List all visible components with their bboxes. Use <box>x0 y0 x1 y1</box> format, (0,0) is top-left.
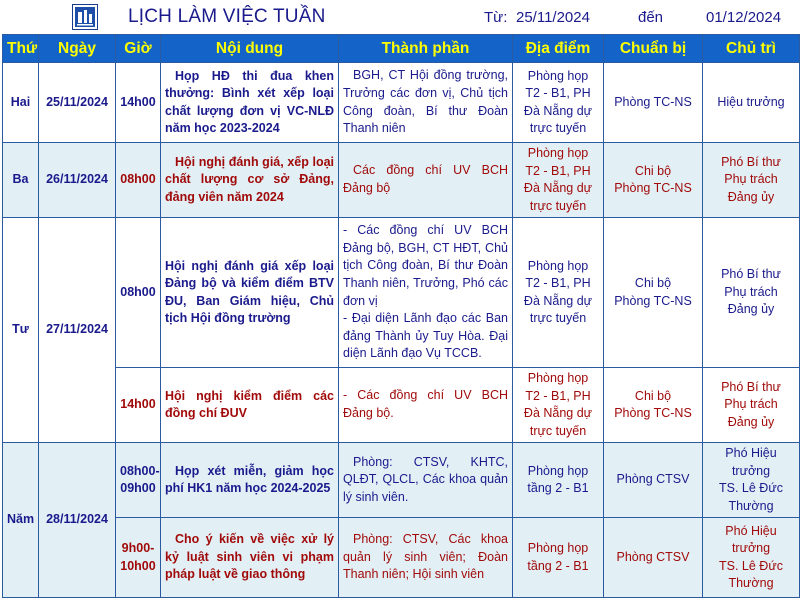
to-label: đến <box>638 9 664 26</box>
from-date: 25/11/2024 <box>516 9 590 26</box>
table-row <box>3 368 800 443</box>
from-label: Từ: <box>484 9 508 26</box>
event-participants: Phòng: CTSV, KHTC, QLĐT, QLCL, Các khoa quản lý sinh viên. <box>339 443 513 518</box>
event-location: Phòng họp T2 - B1, PH Đà Nẵng dự trực tuyến <box>513 368 604 443</box>
column-header-thu: Thứ <box>3 35 39 63</box>
event-participants: - Các đồng chí UV BCH Đảng bộ. <box>339 368 513 443</box>
event-content: Hội nghị đánh giá xếp loại Đảng bộ và kiểm điểm BTV ĐU, Ban Giám hiệu, Chủ tịch Hội đồng trường <box>161 218 339 368</box>
column-header-dia-diem: Địa điểm <box>513 35 604 63</box>
event-location: Phòng họp tầng 2 - B1 <box>513 518 604 598</box>
schedule-header <box>0 0 800 34</box>
event-participants: BGH, CT Hội đồng trường, Trưởng các đơn vị, Chủ tịch Công đoàn, Bí thư Đoàn Thanh niên <box>339 63 513 143</box>
to-date: 01/12/2024 <box>706 9 782 26</box>
event-chair: Phó Hiệu trưởng TS. Lê Đức Thường <box>703 518 800 598</box>
page-title: LỊCH LÀM VIỆC TUẦN <box>128 6 326 27</box>
event-location: Phòng họp T2 - B1, PH Đà Nẵng dự trực tuyến <box>513 63 604 143</box>
table-row <box>3 443 800 518</box>
day-name: Ba <box>3 143 39 218</box>
event-preparation: Chi bộ Phòng TC-NS <box>604 218 703 368</box>
day-date: 28/11/2024 <box>39 443 116 598</box>
day-name: Hai <box>3 63 39 143</box>
table-row <box>3 143 800 218</box>
event-preparation: Chi bộ Phòng TC-NS <box>604 368 703 443</box>
column-header-thanh-phan: Thành phần <box>339 35 513 63</box>
event-preparation: Phòng TC-NS <box>604 63 703 143</box>
event-location: Phòng họp T2 - B1, PH Đà Nẵng dự trực tuyến <box>513 218 604 368</box>
day-date: 26/11/2024 <box>39 143 116 218</box>
event-location: Phòng họp tầng 2 - B1 <box>513 443 604 518</box>
event-preparation: Phòng CTSV <box>604 518 703 598</box>
event-location: Phòng họp T2 - B1, PH Đà Nẵng dự trực tuyến <box>513 143 604 218</box>
event-content: Họp HĐ thi đua khen thưởng: Bình xét xếp loại chất lượng đơn vị VC-NLĐ năm học 2023-2024 <box>161 63 339 143</box>
event-time: 14h00 <box>116 368 161 443</box>
event-content: Cho ý kiến về việc xử lý kỷ luật sinh viên vi phạm pháp luật về giao thông <box>161 518 339 598</box>
event-content: Hội nghị kiểm điểm các đồng chí ĐUV <box>161 368 339 443</box>
university-logo-icon <box>72 4 98 30</box>
weekly-schedule-table <box>2 34 800 598</box>
day-name: Tư <box>3 218 39 443</box>
event-participants: - Các đồng chí UV BCH Đảng bộ, BGH, CT HĐT, Chủ tịch Công đoàn, Bí thư Đoàn Thanh niên, Trưởng, Phó các đơn vị - Đại diện Lãnh đạo các Ban đảng Thành ủy Tuy Hòa. Đại diện Lãnh đạo Vụ TCCB. <box>339 218 513 368</box>
event-participants: Các đồng chí UV BCH Đảng bộ <box>339 143 513 218</box>
event-chair: Phó Hiệu trưởng TS. Lê Đức Thường <box>703 443 800 518</box>
event-time: 14h00 <box>116 63 161 143</box>
event-content: Hội nghị đánh giá, xếp loại chất lượng cơ sở Đảng, đảng viên năm 2024 <box>161 143 339 218</box>
day-name: Năm <box>3 443 39 598</box>
event-chair: Phó Bí thư Phụ trách Đảng ủy <box>703 218 800 368</box>
table-row <box>3 518 800 598</box>
event-chair: Phó Bí thư Phụ trách Đảng ủy <box>703 368 800 443</box>
event-time: 08h00- 09h00 <box>116 443 161 518</box>
column-header-gio: Giờ <box>116 35 161 63</box>
event-time: 9h00- 10h00 <box>116 518 161 598</box>
column-header-chuan-bi: Chuẩn bị <box>604 35 703 63</box>
table-row <box>3 63 800 143</box>
event-time: 08h00 <box>116 218 161 368</box>
event-chair: Phó Bí thư Phụ trách Đảng ủy <box>703 143 800 218</box>
table-header-row <box>3 35 800 63</box>
column-header-noi-dung: Nội dung <box>161 35 339 63</box>
column-header-chu-tri: Chủ trì <box>703 35 800 63</box>
table-row <box>3 218 800 368</box>
event-preparation: Phòng CTSV <box>604 443 703 518</box>
day-date: 27/11/2024 <box>39 218 116 443</box>
event-content: Họp xét miễn, giảm học phí HK1 năm học 2024-2025 <box>161 443 339 518</box>
event-preparation: Chi bộ Phòng TC-NS <box>604 143 703 218</box>
column-header-ngay: Ngày <box>39 35 116 63</box>
event-participants: Phòng: CTSV, Các khoa quản lý sinh viên; Đoàn Thanh niên; Hội sinh viên <box>339 518 513 598</box>
event-chair: Hiệu trưởng <box>703 63 800 143</box>
event-time: 08h00 <box>116 143 161 218</box>
day-date: 25/11/2024 <box>39 63 116 143</box>
